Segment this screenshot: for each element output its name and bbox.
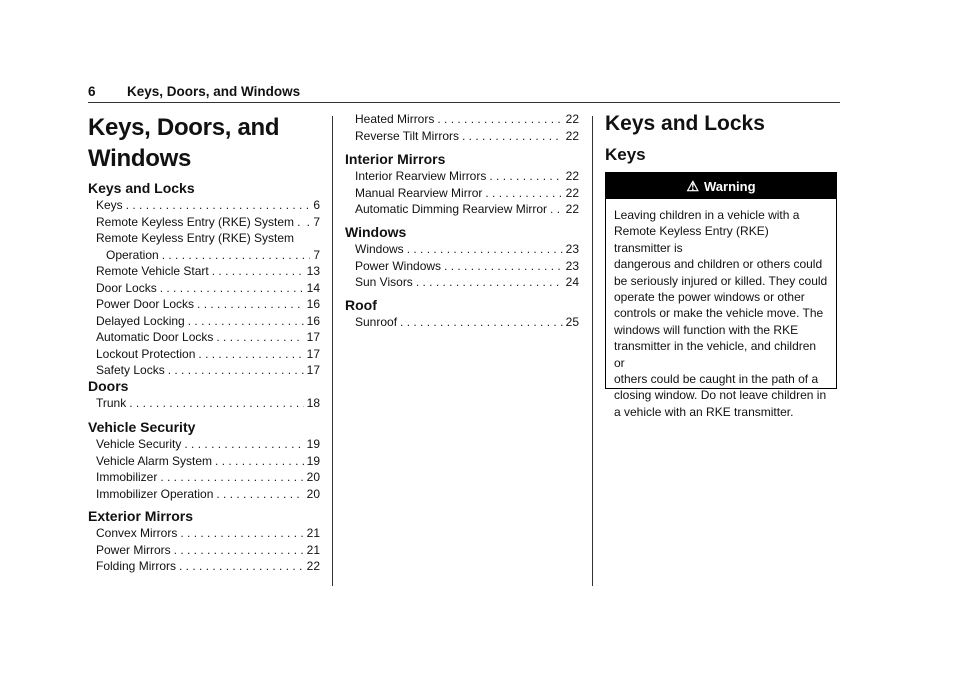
warning-box xyxy=(605,172,837,419)
toc-entry[interactable]: Automatic Door Locks . . . 17 xyxy=(96,329,320,346)
toc-entry[interactable]: Vehicle Security . . . 19 xyxy=(96,436,320,453)
warning-line: Leaving children in a vehicle with a xyxy=(614,208,800,222)
toc-entry[interactable]: Sun Visors . . . 24 xyxy=(355,274,579,291)
warning-line: windows will function with the RKE xyxy=(614,322,799,337)
page-header xyxy=(88,84,840,103)
warning-line: transmitter in the vehicle, and children or xyxy=(614,339,817,370)
toc-section-title: Keys and Locks xyxy=(88,180,195,196)
column-divider xyxy=(592,116,593,586)
toc-entry[interactable]: Convex Mirrors . . . 21 xyxy=(96,525,320,542)
toc-entry[interactable]: Vehicle Alarm System . . . 19 xyxy=(96,453,320,470)
toc-entry[interactable]: Immobilizer . . . 20 xyxy=(96,469,320,486)
warning-line: controls or make the vehicle move. The xyxy=(614,306,824,321)
toc-entry[interactable]: Keys . . . 6 xyxy=(96,197,320,214)
toc-section-title: Windows xyxy=(345,224,407,240)
subsection-heading: Keys xyxy=(605,145,646,164)
warning-header xyxy=(606,173,836,199)
toc-section-title: Exterior Mirrors xyxy=(88,508,194,524)
warning-triangle-icon: ⚠ xyxy=(686,177,700,194)
toc-entry[interactable]: Automatic Dimming Rearview Mirror . . . 22 xyxy=(355,201,579,218)
toc-entry[interactable]: Lockout Protection . . . 17 xyxy=(96,346,320,363)
warning-title: Warning xyxy=(704,178,756,194)
column-divider xyxy=(332,116,333,586)
toc-section-title: Vehicle Security xyxy=(88,419,196,435)
toc-entry[interactable]: Trunk . . . 18 xyxy=(96,395,320,412)
toc-entry[interactable]: Heated Mirrors . . . 22 xyxy=(355,111,579,128)
running-title: Keys, Doors, and Windows xyxy=(127,84,301,99)
toc-section-title: Doors xyxy=(88,378,129,394)
chapter-title: Keys, Doors, and Windows xyxy=(88,114,280,172)
toc-entry[interactable]: Immobilizer Operation . . . 20 xyxy=(96,486,320,503)
toc-entry-continued[interactable]: Operation . . . 7 xyxy=(106,247,320,264)
toc-entry[interactable]: Reverse Tilt Mirrors . . . 22 xyxy=(355,128,579,145)
toc-entry[interactable]: Windows . . . 23 xyxy=(355,241,579,258)
toc-entry[interactable]: Safety Locks . . . 17 xyxy=(96,362,320,379)
toc-entry[interactable]: Remote Keyless Entry (RKE) System xyxy=(96,231,295,245)
warning-line: operate the power windows or other xyxy=(614,290,805,305)
toc-entry[interactable]: Power Door Locks . . . 16 xyxy=(96,296,320,313)
toc-section-title: Interior Mirrors xyxy=(345,151,446,167)
toc-entry[interactable]: Power Mirrors . . . 21 xyxy=(96,542,320,559)
toc-entry[interactable]: Delayed Locking . . . 16 xyxy=(96,313,320,330)
warning-line: others could be caught in the path of a xyxy=(614,372,819,387)
warning-line: Remote Keyless Entry (RKE) transmitter is xyxy=(614,224,769,255)
toc-entry[interactable]: Sunroof . . . 25 xyxy=(355,314,579,331)
toc-entry[interactable]: Remote Keyless Entry (RKE) System . . . . 7 xyxy=(96,214,320,231)
warning-line: a vehicle with an RKE transmitter. xyxy=(614,404,794,419)
page-number: 6 xyxy=(88,84,96,99)
warning-text xyxy=(606,199,836,420)
toc-entry[interactable]: Manual Rearview Mirror . . . 22 xyxy=(355,185,579,202)
toc-section-title: Roof xyxy=(345,297,377,313)
toc-entry[interactable]: Folding Mirrors . . . 22 xyxy=(96,558,320,575)
toc-entry[interactable]: Power Windows . . . 23 xyxy=(355,258,579,275)
warning-line: closing window. Do not leave children in xyxy=(614,388,827,403)
warning-line: be seriously injured or killed. They could xyxy=(614,273,828,288)
toc-entry[interactable]: Interior Rearview Mirrors . . . 22 xyxy=(355,168,579,185)
toc-entry[interactable]: Remote Vehicle Start . . . 13 xyxy=(96,263,320,280)
section-heading: Keys and Locks xyxy=(605,112,765,135)
warning-line: dangerous and children or others could xyxy=(614,257,823,272)
toc-entry[interactable]: Door Locks . . . 14 xyxy=(96,280,320,297)
